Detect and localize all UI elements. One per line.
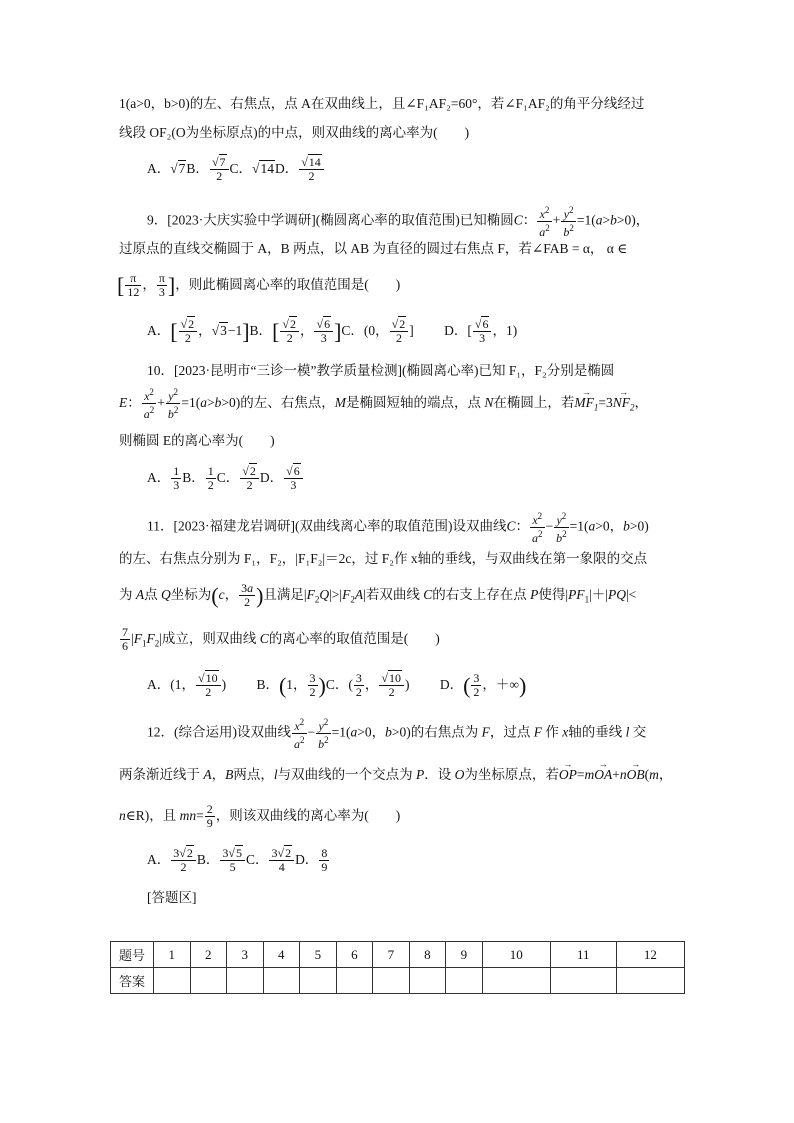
table-cell: 2 [190, 942, 227, 968]
q11-line1: 11．[2023·福建龙岩调研](双曲线离心率的取值范围)设双曲线C： $\frac{x^2}{a^2}$ − $\frac{y^2}{b^2}$ =1(a>0，b>0) [147, 511, 649, 545]
table-answer-row [111, 968, 685, 994]
answer-cell[interactable] [373, 968, 410, 994]
answer-cell[interactable] [227, 968, 264, 994]
answer-cell[interactable] [409, 968, 446, 994]
table-cell: 1 [154, 942, 191, 968]
table-cell: 3 [227, 942, 264, 968]
q8-line2: 线段 OF₂(O为坐标原点)的中点，则双曲线的离心率为( ) [119, 125, 470, 140]
q11-line3: 为 A点 Q坐标为(c， $\frac{3a}{2}$ )且满足$|F_2Q|>|F_2A|$若双曲线 C的右支上存在点 P使得$|PF_1|+|PQ|<$ [119, 581, 637, 610]
q12-options: A． $\frac{3√2}{2}$ B． $\frac{3√5}{5}$ C． $\frac{3√2}{4}$ D． $\frac{8}{9}$ [147, 846, 328, 875]
question-number-label: 题号 [111, 942, 154, 968]
q12-line3: n∈R)，且 mn= $\frac{2}{9}$ ，则该双曲线的离心率为( ) [119, 802, 401, 831]
answer-cell[interactable] [300, 968, 337, 994]
answer-cell[interactable] [616, 968, 684, 994]
q10-line1: 10．[2023·昆明市“三诊一模”教学质量检测](椭圆离心率)已知 F₁，F₂分别是椭圆 [147, 363, 615, 378]
answer-area-label: [答题区] [147, 890, 197, 905]
q8-options: A．√7B． $\frac{√7}{2}$ C．√14D． $\frac{√14}{2}$ [147, 152, 325, 186]
table-cell: 5 [300, 942, 337, 968]
q12-line1: 12．(综合运用)设双曲线 $\frac{x^2}{a^2}$ − $\frac{y^2}{b^2}$ =1(a>0，b>0)的右焦点为 F，过点 F 作 x轴的垂线 l 交 [147, 717, 647, 751]
table-cell: 11 [550, 942, 616, 968]
q9-options: A．[ $\frac{√2}{2}$ ，√3−1]B．[ $\frac{√2}{2}$ ， $\frac{√6}{3}$ ]C．(0， $\frac{√2}{2}$ ] D．[ $\frac{√6}{3}$ ，1) [147, 317, 518, 346]
table-cell: 6 [336, 942, 373, 968]
q12-line2: 两条渐近线于 A，B两点，l与双曲线的一个交点为 P．设 O为坐标原点，若→ OP=m→ OA+n→ OB(m， [119, 766, 672, 784]
answer-cell[interactable] [263, 968, 300, 994]
table-cell: 8 [409, 942, 446, 968]
answer-cell[interactable] [336, 968, 373, 994]
q11-line4: $\frac{7}{6}$ $|F_1F_2|$成立，则双曲线 C的离心率的取值范围是( ) [122, 625, 440, 654]
answer-cell[interactable] [154, 968, 191, 994]
q8-line1: 1(a>0，b>0)的左、右焦点，点 A在双曲线上，且∠F₁AF₂=60°，若∠F₁AF₂的角平分线经过 [119, 96, 645, 111]
answer-cell[interactable] [446, 968, 483, 994]
table-cell: 10 [482, 942, 550, 968]
answer-label: 答案 [111, 968, 154, 994]
q11-line2: 的左、右焦点分别为 F₁，F₂，|F₁F₂|＝2c，过 F₂作 x轴的垂线，与双曲线在第一象限的交点 [119, 551, 648, 566]
q10-line3: 则椭圆 E的离心率为( ) [119, 433, 275, 448]
table-cell: 7 [373, 942, 410, 968]
answer-table [110, 941, 685, 994]
q9-line1: 9．[2023·大庆实验中学调研](椭圆离心率的取值范围)已知椭圆C： $\frac{x^2}{a^2}$ + $\frac{y^2}{b^2}$ =1(a>b>0)， [147, 205, 650, 239]
table-cell: 9 [446, 942, 483, 968]
answer-cell[interactable] [190, 968, 227, 994]
answer-cell[interactable] [550, 968, 616, 994]
table-cell: 12 [616, 942, 684, 968]
answer-cell[interactable] [482, 968, 550, 994]
q10-options: A． $\frac{1}{3}$ B． $\frac{1}{2}$ C． $\frac{√2}{2}$ D． $\frac{√6}{3}$ [147, 460, 304, 496]
q10-line2: E： $\frac{x^2}{a^2}$ + $\frac{y^2}{b^2}$ =1(a>b>0)的左、右焦点，M是椭圆短轴的端点，点 N在椭圆上，若→ $MF_1=3\to NF_2$， [119, 386, 648, 425]
q9-line3: [ $\frac{\pi}{12}$ ， $\frac{\pi}{3}$ ]，则此椭圆离心率的取值范围是( ) [117, 271, 401, 300]
table-header-row [111, 942, 685, 968]
q11-options: A．(1， $\frac{√10}{2}$ ) B．(1， $\frac{3}{2}$ )C．( $\frac{3}{2}$ ， $\frac{√10}{2}$ ) D．( $\frac{3}{2}$ ，＋∞) [147, 671, 527, 700]
table-cell: 4 [263, 942, 300, 968]
q9-line2: 过原点的直线交椭圆于 A，B 两点，以 AB 为直径的圆过右焦点 F，若∠FAB = α， α ∈ [119, 241, 628, 256]
